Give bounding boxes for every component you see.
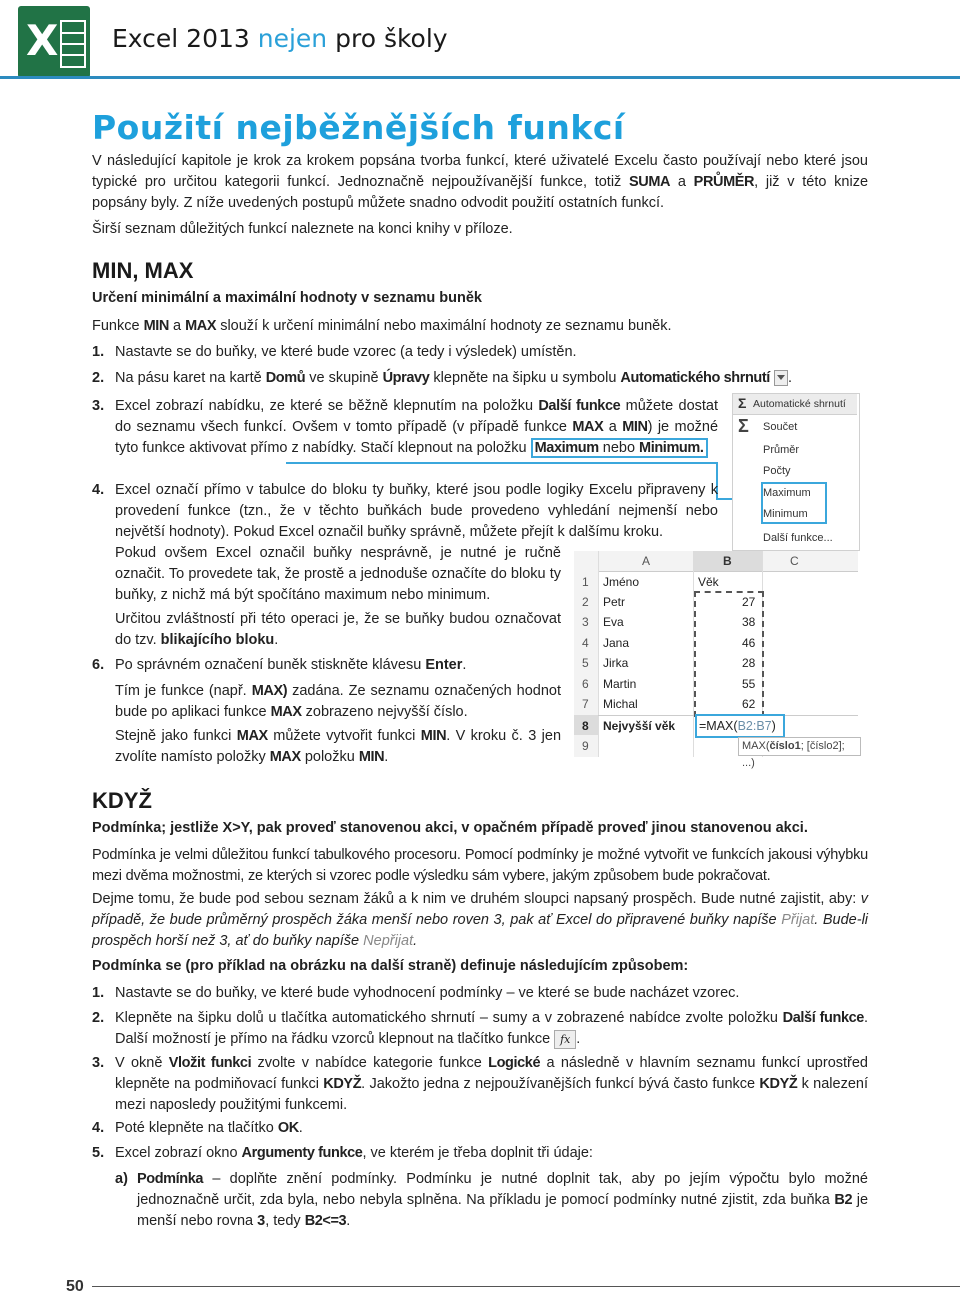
- spreadsheet-example: [574, 551, 858, 769]
- excel-logo-letter: X: [26, 16, 59, 65]
- subheading-minmax: Určení minimální a maximální hodnoty v seznamu buněk: [92, 290, 482, 306]
- cell-a4[interactable]: Jana: [603, 636, 630, 650]
- autosum-menu: [732, 393, 860, 551]
- kdyz-step-1: 1. Nastavte se do buňky, ve které bude vyhodnocení podmínky – ve které se bude nacházet vzorec.: [92, 985, 740, 1001]
- kdyz-lead: Podmínka; jestliže X>Y, pak proveď stanovenou akci, v opačném případě proveď jinou stanovenou akci.: [92, 820, 808, 836]
- minmax-paragraph: Funkce MIN a MAX slouží k určení minimální nebo maximální hodnoty ze seznamu buněk.: [92, 318, 672, 334]
- autosum-menu-header[interactable]: Σ Automatické shrnutí: [733, 394, 857, 415]
- grid-icon: [60, 20, 86, 68]
- cell-a8[interactable]: Nejvyšší věk: [603, 719, 676, 733]
- cell-a2[interactable]: Petr: [603, 595, 626, 609]
- callout-line: [286, 462, 718, 464]
- column-header-a[interactable]: A: [642, 554, 651, 568]
- step-4: 4. Excel označí přímo v tabulce do bloku ty buňky, které jsou podle logiky Excelu připraveny k provedení funkce (tzn., že v těchto buňkách bude provedeno vyhledání nejmenší nebo největší hodnoty). Pokud Excel označil buňky správně, můžete přejít k dalšímu kroku.: [92, 482, 718, 540]
- menu-item-soucet[interactable]: Součet: [763, 421, 798, 433]
- section-heading-kdyz: KDYŽ: [92, 788, 152, 813]
- cell-b4[interactable]: 46: [742, 636, 756, 650]
- section-heading-minmax: MIN, MAX: [92, 258, 194, 283]
- cell-b6[interactable]: 55: [742, 677, 756, 691]
- row-number: 8: [582, 719, 589, 733]
- row-number: 5: [582, 656, 589, 670]
- step-2: 2. Na pásu karet na kartě Domů ve skupině Úpravy klepněte na šipku u symbolu Automatického shrnutí .: [92, 370, 792, 386]
- step-1: 1. Nastavte se do buňky, ve které bude vzorec (a tedy i výsledek) umístěn.: [92, 344, 577, 360]
- menu-item-minimum[interactable]: Minimum: [763, 508, 808, 520]
- cell-a5[interactable]: Jirka: [603, 656, 629, 670]
- cell-b3[interactable]: 38: [742, 615, 756, 629]
- kdyz-step-4: 4. Poté klepněte na tlačítko OK.: [92, 1120, 303, 1136]
- row-number: 6: [582, 677, 589, 691]
- row-number: 9: [582, 739, 589, 753]
- row-number: 7: [582, 697, 589, 711]
- row-number: 1: [582, 575, 589, 589]
- row-number: 3: [582, 615, 589, 629]
- cell-b2[interactable]: 27: [742, 595, 756, 609]
- menu-item-prumer[interactable]: Průměr: [763, 444, 800, 456]
- intro-paragraph: V následující kapitole je krok za krokem popsána tvorba funkcí, které uživatelé Excelu často používají nebo které jsou typické pro určitou kategorii funkcí. Jednoznačně nejpoužívanější funkce, totiž SUMA a PRŮMĚR, již v této knize popsány byly. Z níže uvedených postupů můžete snadno odvodit použití ostatních funkcí.: [92, 153, 869, 211]
- header-rule: [0, 76, 960, 79]
- cell-b1[interactable]: Věk: [698, 575, 719, 589]
- note-blinking-block: Určitou zvláštností při této operaci je, že se buňky budou označovat do tzv. blikajícího bloku.: [115, 611, 561, 648]
- sigma-icon: Σ: [738, 416, 749, 436]
- footer-rule: [92, 1286, 960, 1287]
- kdyz-step-2: 2. Klepněte na šipku dolů u tlačítka automatického shrnutí – sumy a v zobrazené nabídce zvolte položku Další funkce. Další možností je přímo na řádku vzorců klepnout na tlačítko funkce fx .: [92, 1010, 868, 1047]
- cell-a7[interactable]: Michal: [603, 697, 638, 711]
- menu-item-maximum[interactable]: Maximum: [763, 487, 811, 499]
- kdyz-subheading: Podmínka se (pro příklad na obrázku na další straně) definuje následujícím způsobem:: [92, 958, 689, 974]
- sigma-icon: Σ: [738, 395, 747, 411]
- column-header-b[interactable]: B: [723, 554, 732, 568]
- kdyz-substep-a: a) Podmínka – doplňte znění podmínky. Podmínku je nutné doplnit tak, aby po jejím výpočtu bylo možné jednoznačně určit, zda byla, nebo nebyla splněna. Na příkladu je pomocí podmínky nutné zjistit, zda buňka B2 je menší nebo rovna 3, tedy B2<=3.: [115, 1171, 869, 1229]
- cell-b5[interactable]: 28: [742, 656, 756, 670]
- book-title: Excel 2013 nejen pro školy: [112, 24, 448, 53]
- kdyz-step-3: 3. V okně Vložit funkci zvolte v nabídce kategorie funkce Logické a následně v hlavním seznamu funkcí uprostřed klepněte na podmiňovací funkci KDYŽ. Jakožto jedna z nejpoužívanějších funkcí bývá často funkce KDYŽ k nalezení mezi naposledy použitými funkcemi.: [92, 1055, 868, 1113]
- cell-b7[interactable]: 62: [742, 697, 756, 711]
- column-header-c[interactable]: C: [790, 554, 799, 568]
- note-function-entered: Tím je funkce (např. MAX) zadána. Ze seznamu označených hodnot bude po aplikaci funkce MAX zobrazeno nejvyšší číslo.: [115, 683, 562, 720]
- note-wrong-selection: Pokud ovšem Excel označil buňky nesprávně, je nutné je ručně označit. To provedete tak, že prostě a jednoduše označíte do bloku ty buňky, z nichž má být spočítáno maximum nebo minimum.: [115, 545, 561, 603]
- kdyz-paragraph-1: Podmínka je velmi důležitou funkcí tabulkového procesoru. Pomocí podmínky je možné vytvořit ve funkcích jakousi výhybku mezi dvěma možnostmi, ze kterých si vzorec podle výsledku sám vybere, jakým způsobem bude pokračovat.: [92, 847, 868, 884]
- menu-item-pocty[interactable]: Počty: [763, 465, 791, 477]
- formula-cell-b8[interactable]: =MAX(B2:B7): [695, 714, 785, 738]
- cell-a1[interactable]: Jméno: [603, 575, 640, 589]
- page-number: 50: [66, 1278, 84, 1295]
- cell-a6[interactable]: Martin: [603, 677, 637, 691]
- maximum-minimum-highlight: Maximum nebo Minimum.: [531, 438, 708, 458]
- note-min-alternative: Stejně jako funkci MAX můžete vytvořit funkci MIN. V kroku č. 3 jen zvolíte namísto položky MAX položku MIN.: [115, 728, 562, 765]
- excel-logo: [18, 6, 90, 78]
- step-3: 3. Excel zobrazí nabídku, ze které se běžně klepnutím na položku Další funkce můžete dostat do seznamu všech funkcí. Ovšem v tomto případě (v případě funkce MAX a MIN) je možné tyto funkce aktivovat přímo z nabídky. Stačí klepnout na položku Maximum nebo Minimum.: [92, 398, 719, 456]
- kdyz-step-5: 5. Excel zobrazí okno Argumenty funkce, ve kterém je třeba doplnit tři údaje:: [92, 1145, 593, 1161]
- fx-icon: fx: [554, 1030, 576, 1049]
- step-6: 6. Po správném označení buněk stiskněte klávesu Enter.: [92, 657, 467, 673]
- cell-a3[interactable]: Eva: [603, 615, 624, 629]
- menu-item-dalsi-funkce[interactable]: Další funkce...: [763, 532, 833, 544]
- row-number: 2: [582, 595, 589, 609]
- intro-paragraph-2: Širší seznam důležitých funkcí naleznete na konci knihy v příloze.: [92, 221, 513, 237]
- autosum-dropdown-icon: [774, 370, 788, 386]
- function-tooltip: MAX(číslo1; [číslo2]; ...): [738, 737, 861, 756]
- row-number: 4: [582, 636, 589, 650]
- chapter-title: Použití nejběžnějších funkcí: [92, 108, 625, 147]
- kdyz-paragraph-2: Dejme tomu, že bude pod sebou seznam žáků a k nim ve druhém sloupci napsaný prospěch. Bude nutné zajistit, aby: v případě, že bude průměrný prospěch žáka menší nebo roven 3, pak ať Excel do připravené buňky napíše Přijat. Bude-li prospěch horší než 3, ať do buňky napíše Nepřijat.: [92, 891, 869, 949]
